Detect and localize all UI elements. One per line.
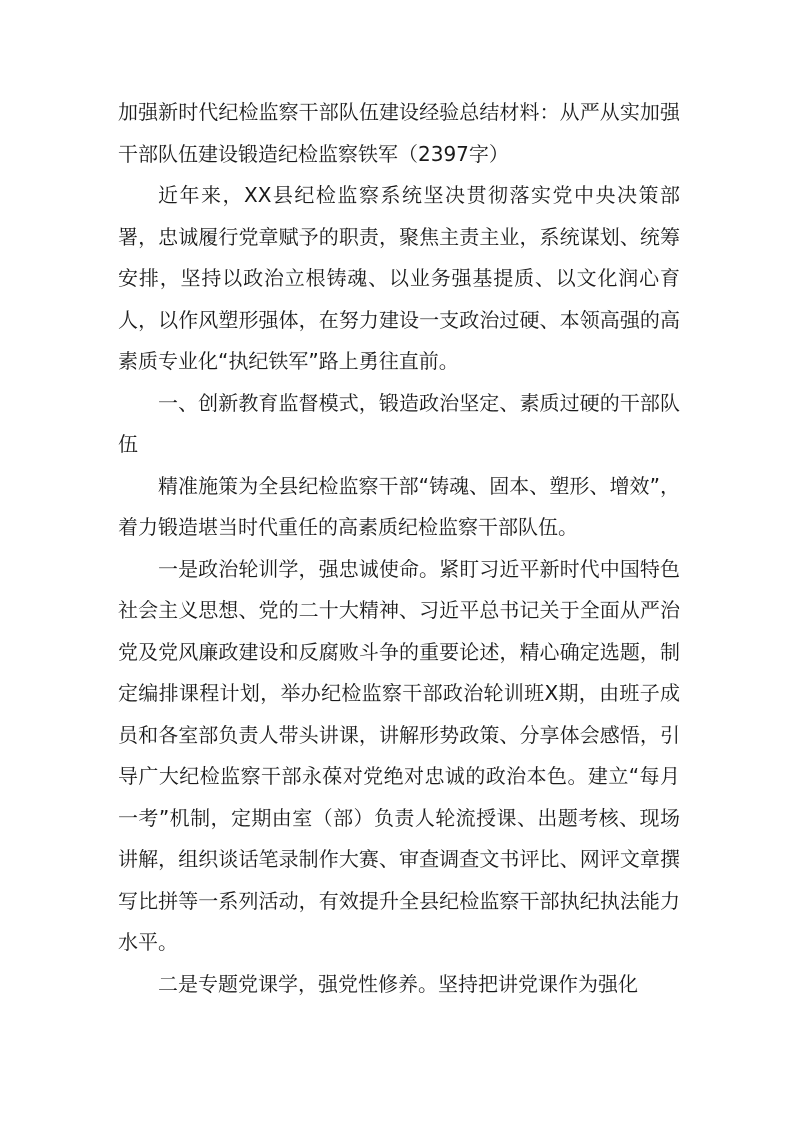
paragraph-political-training: 一是政治轮训学，强忠诚使命。紧盯习近平新时代中国特色社会主义思想、党的二十大精神、习近平总书记关于全面从严治党及党风廉政建设和反腐败斗争的重要论述，精心确定选题，制定编排课程计划，举办纪检监察干部政治轮训班X期，由班子成员和各室部负责人带头讲课，讲解形势政策、分享体会感悟，引导广大纪检监察干部永葆对党绝对忠诚的政治本色。建立“每月一考”机制，定期由室（部）负责人轮流授课、出题考核、现场讲解，组织谈话笔录制作大赛、审查调查文书评比、网评文章撰写比拼等一系列活动，有效提升全县纪检监察干部执纪执法能力水平。	[118, 556, 680, 954]
document-body	[118, 92, 680, 1005]
section-heading-1: 一、创新教育监督模式，锻造政治坚定、素质过硬的干部队伍	[118, 390, 680, 456]
paragraph-party-lecture: 二是专题党课学，强党性修养。坚持把讲党课作为强化	[158, 971, 638, 996]
paragraph-section-1-summary: 精准施策为全县纪检监察干部“铸魂、固本、塑形、增效”，着力锻造堪当时代重任的高素质纪检监察干部队伍。	[118, 473, 680, 539]
document-title: 加强新时代纪检监察干部队伍建设经验总结材料：从严从实加强干部队伍建设锻造纪检监察铁军（2397字）	[118, 100, 680, 166]
paragraph-intro: 近年来，XX县纪检监察系统坚决贯彻落实党中央决策部署，忠诚履行党章赋予的职责，聚焦主责主业，系统谋划、统筹安排，坚持以政治立根铸魂、以业务强基提质、以文化润心育人，以作风塑形强体，在努力建设一支政治过硬、本领高强的高素质专业化“执纪铁军”路上勇往直前。	[118, 183, 680, 373]
